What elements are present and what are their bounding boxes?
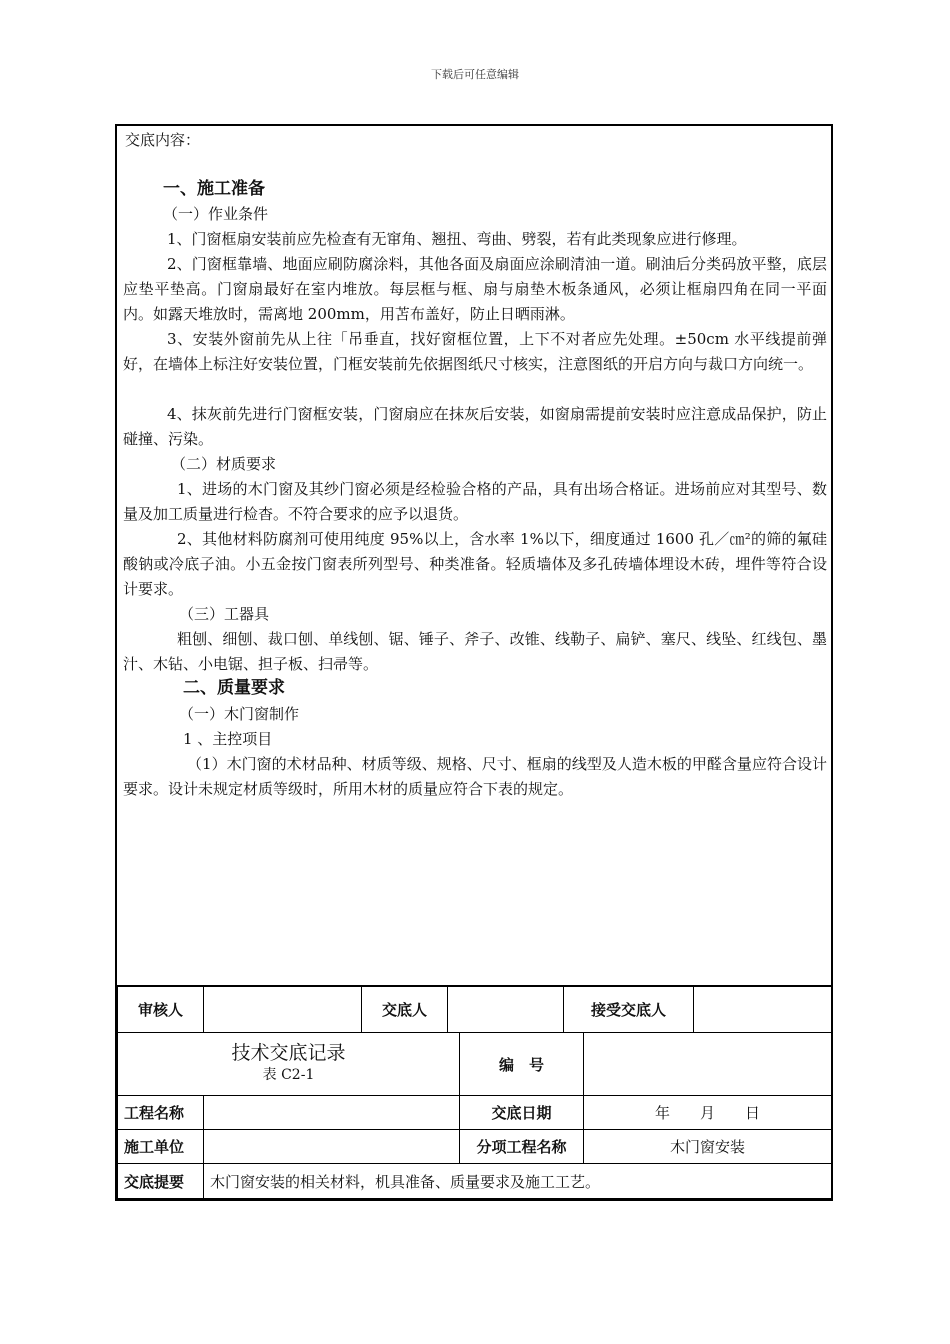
paragraph-8: （1）木门窗的术材品种、材质等级、规格、尺寸、框扇的线型及人造木板的甲醛含量应符合设计要求。设计未规定材质等级时，所用木材的质量应符合下表的规定。 (123, 755, 827, 798)
paragraph-2: 2、门窗框靠墙、地面应刷防腐涂料，其他各面及扇面应涂刷清油一道。刷油后分类码放平整，底层应垫平垫高。门窗扇最好在室内堆放。每层框与框、扇与扇垫木板条通风，必须让框扇四角在同一平面内。如露天堆放时，需离地 200mm，用苫布盖好，防止日晒雨淋。 (123, 255, 827, 323)
construction-unit-field[interactable] (204, 1130, 460, 1164)
subheading-tools: （三）工器具 (179, 605, 270, 623)
receiver-label: 接受交底人 (564, 987, 694, 1033)
discloser-label: 交底人 (362, 987, 448, 1033)
summary-label: 交底提要 (118, 1164, 204, 1199)
subproject-label: 分项工程名称 (460, 1130, 584, 1164)
number-field[interactable] (584, 1033, 832, 1096)
record-table (117, 1032, 832, 1199)
paragraph-3: 3、安装外窗前先从上往「吊垂直，找好窗框位置，上下不对者应先处理。±50cm 水平线提前弹好，在墙体上标注好安装位置，门框安装前先依据图纸尺寸核实，注意图纸的开启方向与裁口方向统一。 (123, 330, 827, 373)
disclosure-content (117, 126, 831, 986)
header-note: 下载后可任意编辑 (431, 68, 519, 81)
summary-field[interactable]: 木门窗安装的相关材料，机具准备、质量要求及施工工艺。 (204, 1164, 832, 1199)
subheading-main-items: 1 、主控项目 (183, 730, 273, 748)
content-label: 交底内容： (125, 131, 201, 149)
paragraph-5: 1、进场的木门窗及其纱门窗必须是经检验合格的产品，具有出场合格证。进场前应对其型号、数量及加工质量进行检杳。不符合要求的应予以退货。 (123, 480, 827, 523)
reviewer-label: 审核人 (118, 987, 204, 1033)
signoff-table (117, 986, 832, 1033)
subheading-materials: （二）材质要求 (171, 455, 277, 473)
paragraph-6: 2、其他材料防腐剂可使用纯度 95%以上，含水率 1%以下，细度通过 1600 孔／㎝²的筛的氟硅酸钠或冷底子油。小五金按门窗表所列型号、种类准备。轻质墙体及多孔砖墙体埋设木砖，埋件等符合设计要求。 (123, 530, 827, 598)
subheading-door-fabrication: （一）木门窗制作 (179, 705, 300, 723)
subproject-field[interactable]: 木门窗安装 (584, 1130, 832, 1164)
date-label: 交底日期 (460, 1096, 584, 1130)
section-title-quality: 二、质量要求 (183, 678, 285, 698)
paragraph-7: 粗刨、细刨、裁口刨、单线刨、锯、锤子、斧子、改锥、线勒子、扁铲、塞尺、线坠、红线包、墨汁、木钻、小电锯、担子板、扫帚等。 (123, 630, 827, 673)
record-title: 技术交底记录 (231, 1042, 346, 1064)
project-name-label: 工程名称 (118, 1096, 204, 1130)
construction-unit-label: 施工单位 (118, 1130, 204, 1164)
disclosure-sheet (115, 124, 833, 1201)
reviewer-field[interactable] (204, 987, 362, 1033)
discloser-field[interactable] (448, 987, 564, 1033)
form-number: 表 C2-1 (262, 1067, 315, 1083)
date-field[interactable]: 年 月 日 (584, 1096, 832, 1130)
paragraph-4: 4、抹灰前先进行门窗框安装，门窗扇应在抹灰后安装，如窗扇需提前安装时应注意成品保护，防止碰撞、污染。 (123, 405, 827, 448)
section-title-preparation: 一、施工准备 (163, 179, 265, 199)
record-title-cell (118, 1033, 460, 1096)
project-name-field[interactable] (204, 1096, 460, 1130)
number-label: 编 号 (460, 1033, 584, 1096)
subheading-work-conditions: （一）作业条件 (163, 205, 269, 223)
receiver-field[interactable] (694, 987, 832, 1033)
paragraph-1: 1、门窗框扇安装前应先检查有无窜角、翘扭、弯曲、劈裂，若有此类现象应进行修理。 (167, 230, 747, 248)
